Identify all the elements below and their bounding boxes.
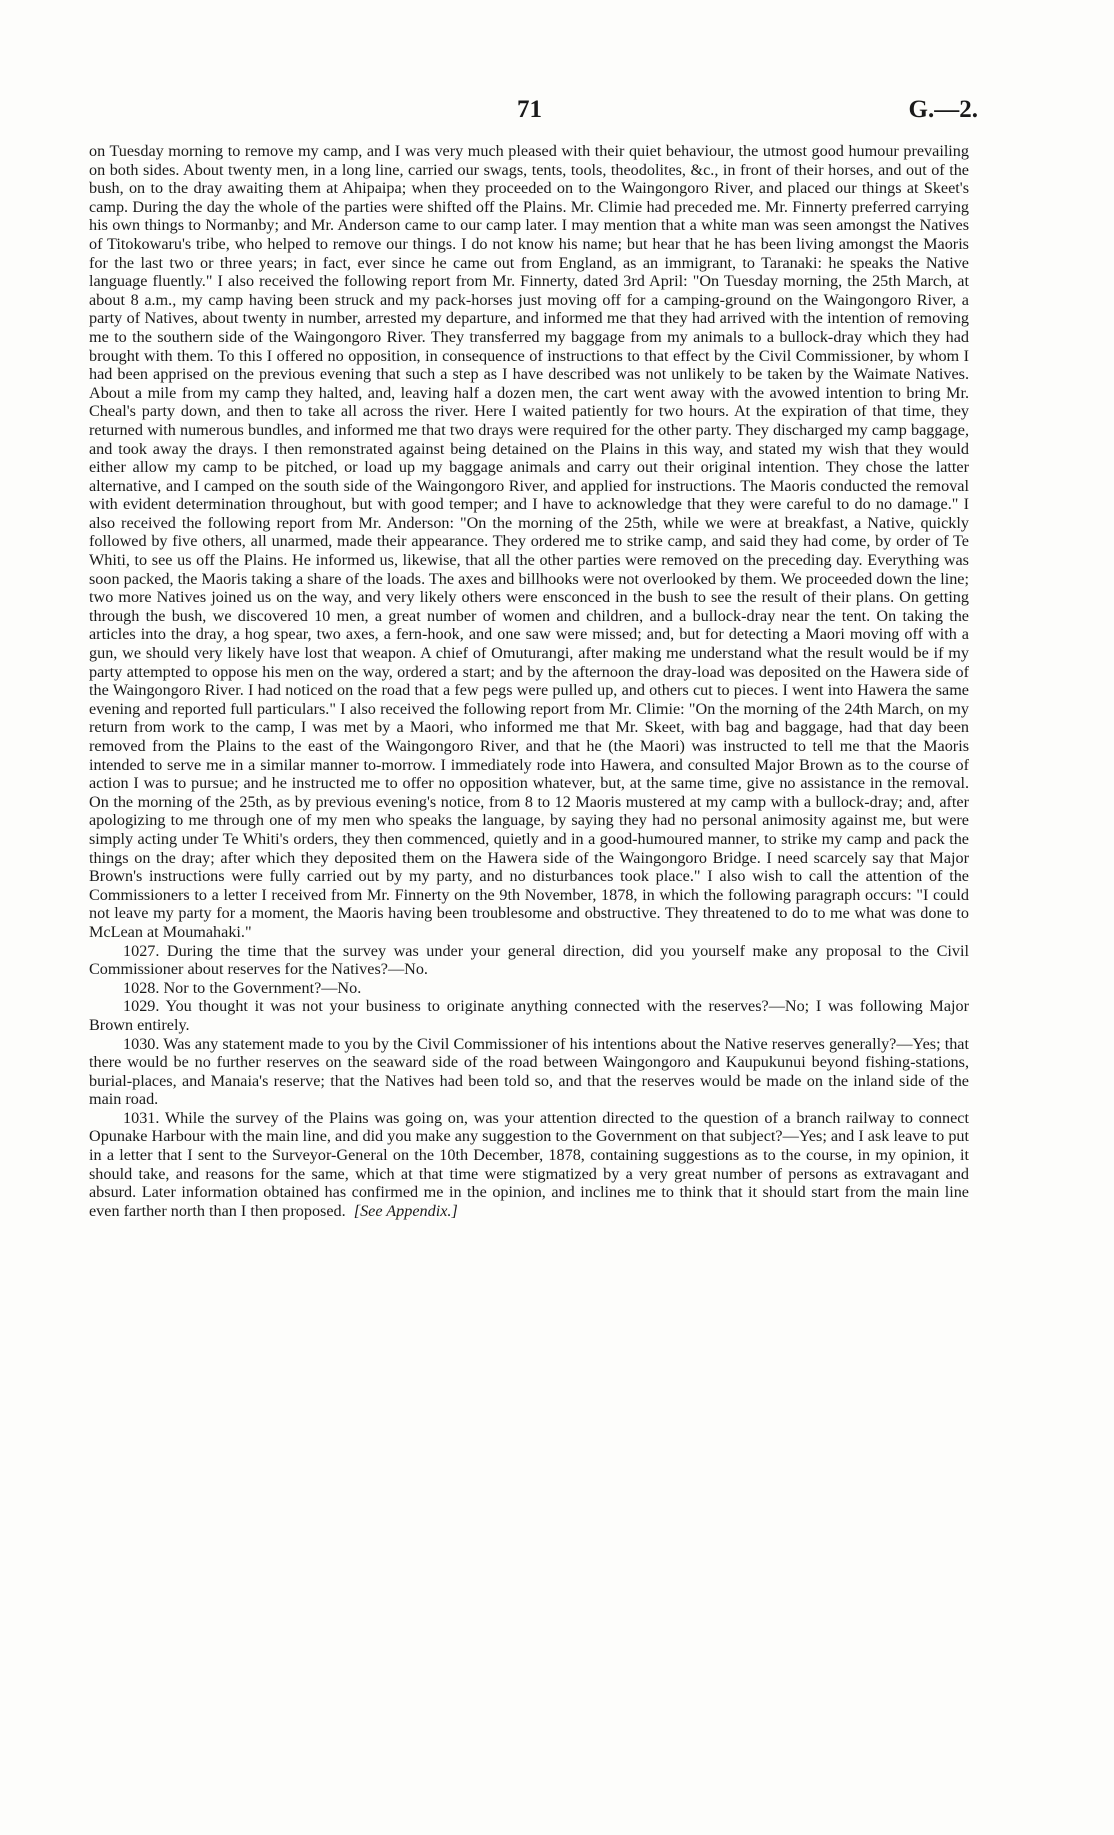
question-1031 [89, 1109, 969, 1221]
testimony-paragraph: on Tuesday morning to remove my camp, and I was very much pleased with their quiet behaviour, the utmost good humour prevailing on both sides. About twenty men, in a long line, carried our swags, tents, tools, theodolites, &c., in front of their horses, and out of the bush, on to the dray awaiting them at Ahipaipa; when they proceeded on to the Waingongoro River, and placed our things at Skeet's camp. During the day the whole of the parties were shifted off the Plains. Mr. Climie had preceded me. Mr. Finnerty preferred carrying his own things to Normanby; and Mr. Anderson came to our camp later. I may mention that a white man was seen amongst the Natives of Titokowaru's tribe, who helped to remove our things. I do not know his name; but hear that he has been living amongst the Maoris for the last two or three years; in fact, ever since he came out from England, as an immigrant, to Taranaki: he speaks the Native language fluently." I also received the following report from Mr. Finnerty, dated 3rd April: "On Tuesday morning, the 25th March, at about 8 a.m., my camp having been struck and my pack-horses just moving off for a camping-ground on the Waingongoro River, a party of Natives, about twenty in number, arrested my departure, and informed me that they had arrived with the intention of removing me to the southern side of the Waingongoro River. They transferred my baggage from my animals to a bullock-dray which they had brought with them. To this I offered no opposition, in consequence of instructions to that effect by the Civil Commissioner, by whom I had been apprised on the previous evening that such a step as I have described was not unlikely to be taken by the Waimate Natives. About a mile from my camp they halted, and, leaving half a dozen men, the cart went away with the avowed intention to bring Mr. Cheal's party down, and then to take all across the river. Here I waited patiently for two hours. At the expiration of that time, they returned with numerous bundles, and informed me that two drays were required for the other party. They discharged my camp baggage, and took away the drays. I then remonstrated against being detained on the Plains in this way, and stated my wish that they would either allow my camp to be pitched, or load up my baggage animals and carry out their original intention. They chose the latter alternative, and I camped on the south side of the Waingongoro River, and applied for instructions. The Maoris conducted the removal with evident determination throughout, but with good temper; and I have to acknowledge that they were careful to do no damage." I also received the following report from Mr. Anderson: "On the morning of the 25th, while we were at breakfast, a Native, quickly followed by five others, all unarmed, made their appearance. They ordered me to strike camp, and said they had come, by order of Te Whiti, to see us off the Plains. He informed us, likewise, that all the other parties were removed on the preceding day. Everything was soon packed, the Maoris taking a share of the loads. The axes and billhooks were not overlooked by them. We proceeded down the line; two more Natives joined us on the way, and very likely others were ensconced in the bush to see the result of their plans. On getting through the bush, we discovered 10 men, a great number of women and children, and a bullock-dray near the tent. On taking the articles into the dray, a hog spear, two axes, a fern-hook, and one saw were missed; and, but for detecting a Maori moving off with a gun, we should very likely have lost that weapon. A chief of Omuturangi, after making me understand what the result would be if my party attempted to oppose his men on the way, ordered a start; and by the afternoon the dray-load was deposited on the Hawera side of the Waingongoro River. I had noticed on the road that a few pegs were pulled up, and others cut to pieces. I went into Hawera the same evening and reported full particulars." I also received the following report from Mr. Climie: "On the morning of the 24th March, on my return from work to the camp, I was met by a Maori, who informed me that Mr. Skeet, with bag and baggage, had that day been removed from the Plains to the east of the Waingongoro River, and that he (the Maori) was instructed to tell me that the Maoris intended to serve me in a similar manner to-morrow. I immediately rode into Hawera, and consulted Major Brown as to the course of action I was to pursue; and he instructed me to offer no opposition whatever, but, at the same time, give no assistance in the removal. On the morning of the 25th, as by previous evening's notice, from 8 to 12 Maoris mustered at my camp with a bullock-dray; and, after apologizing to me through one of my men who speaks the language, by saying they had no personal animosity against me, but were simply acting under Te Whiti's orders, they then commenced, quietly and in a good-humoured manner, to strike my camp and pack the things on the dray; after which they deposited them on the Hawera side of the Waingongoro Bridge. I need scarcely say that Major Brown's instructions were fully carried out by my party, and no disturbances took place." I also wish to call the attention of the Commissioners to a letter I received from Mr. Finnerty on the 9th November, 1878, in which the following paragraph occurs: "I could not leave my party for a moment, the Maoris having been troublesome and obstructive. They threatened to do to me what was done to McLean at Moumahaki." [89, 142, 969, 941]
question-1028: 1028. Nor to the Government?—No. [123, 978, 362, 997]
body-text [89, 142, 969, 1220]
page-number: 71 [517, 96, 542, 123]
question-1027: 1027. During the time that the survey was under your general direction, did you yourself make any proposal to the Civil Commissioner about reserves for the Natives?—No. [89, 941, 969, 979]
appendix-reference: [See Appendix.] [353, 1201, 458, 1220]
question-1029: 1029. You thought it was not your business to originate anything connected with the reserves?—No; I was following Major Brown entirely. [89, 997, 969, 1034]
question-1031-text: 1031. While the survey of the Plains was going on, was your attention directed to the question of a branch railway to connect Opunake Harbour with the main line, and did you make any suggestion to the Government on that subject?—Yes; and I ask leave to put in a letter that I sent to the Surveyor-General on the 10th December, 1878, containing suggestions as to the course, in my opinion, it should take, and reasons for the same, which at that time were stigmatized by a very great number of persons as extravagant and absurd. Later information obtained has confirmed me in the opinion, and inclines me to think that it should start from the main line even farther north than I then proposed. [89, 1108, 969, 1220]
document-reference: G.—2. [908, 96, 978, 123]
question-1030: 1030. Was any statement made to you by the Civil Commissioner of his intentions about the Native reserves generally?—Yes; that there would be no further reserves on the seaward side of the road between Waingongoro and Kaupukunui beyond fishing-stations, burial-places, and Manaia's reserve; that the Natives had been told so, and that the reserves would be made on the inland side of the main road. [89, 1034, 969, 1109]
